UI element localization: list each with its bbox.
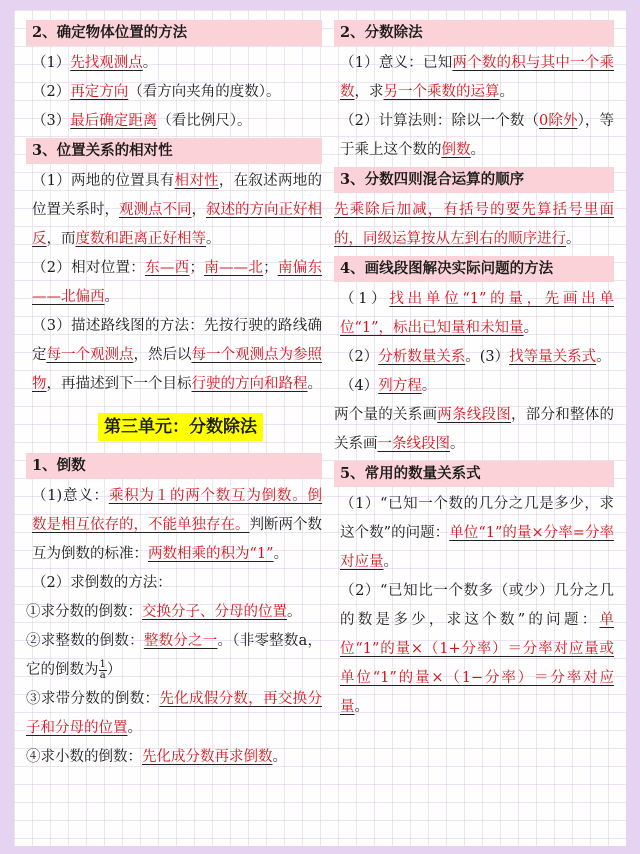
text: 。 [272, 749, 287, 765]
key-phrase: 相对性 [174, 173, 219, 189]
right-column [334, 18, 614, 722]
key-phrase: 两个数的积与其中一个乘数 [340, 55, 614, 100]
key-phrase: 东—西 [145, 260, 190, 276]
text: （2） [340, 349, 379, 365]
list-item [26, 78, 322, 107]
text: 。 [206, 231, 221, 247]
key-phrase: 两数相乘的积为“1” [148, 546, 274, 562]
text: （1） [340, 291, 390, 307]
key-phrase: 先化成分数再求倒数 [142, 749, 273, 765]
text: （3）描述路线图的方法：先按行驶的路线确定 [32, 318, 322, 363]
method-item [26, 598, 322, 627]
text: 。 [383, 554, 398, 570]
text: 。（非零整数a，它的倒数为 [26, 633, 323, 678]
paragraph [334, 577, 614, 722]
text: ，求 [354, 84, 384, 100]
list-item [26, 49, 322, 78]
key-phrase: 整数分之一 [143, 633, 218, 649]
key-phrase: 两条线段图 [437, 407, 511, 423]
key-phrase: 南偏东——北偏西 [32, 260, 323, 305]
key-phrase: 再定方向 [70, 84, 129, 100]
paragraph [334, 490, 614, 577]
text: （1）意义：已知 [340, 55, 453, 71]
text: 。 [566, 231, 581, 247]
text: ，然后以 [133, 347, 192, 363]
text: ； [189, 260, 204, 276]
paragraph [334, 401, 614, 459]
denominator: a [99, 669, 106, 681]
key-phrase: 先乘除后加减，有括号的要先算括号里面的，同级运算按从左到右的顺序进行 [334, 202, 614, 247]
text: 。 [287, 604, 302, 620]
text: （1）“已知一个数的几分之几是多少，求这个数”的问题： [340, 496, 614, 541]
key-phrase: 交换分子、分母的位置 [142, 604, 287, 620]
paragraph [334, 343, 614, 372]
text: ，再描述到下一个目标 [46, 376, 192, 392]
section-heading: 1、倒数 [26, 453, 322, 479]
key-phrase: 找出单位“1”的量，先画出单位“1”，标出已知量和未知量 [340, 291, 614, 336]
key-phrase: 观测点不同 [119, 202, 192, 218]
text: 。 [499, 84, 514, 100]
note-page [14, 10, 626, 846]
item-prefix: （2） [32, 84, 71, 100]
section-heading: 4、画线段图解决实际问题的方法 [334, 256, 614, 282]
section-heading: 5、常用的数量关系式 [334, 461, 614, 487]
paragraph [334, 49, 614, 107]
key-phrase: 先化成假分数，再交换分子和分母的位置 [26, 691, 323, 736]
item-suffix: （看方向夹角的度数）。 [128, 84, 281, 100]
key-phrase: 先找观测点 [70, 55, 143, 71]
text: 判断两个数互为倒数的标准： [32, 517, 322, 562]
text: ，在叙述两地的位置关系时， [32, 173, 323, 218]
list-item [26, 107, 322, 136]
text: 。 [127, 720, 142, 736]
text: 。 [421, 378, 437, 394]
paragraph [26, 167, 322, 254]
text: ，部分和整体的关系画 [334, 407, 614, 452]
key-phrase: 0除外 [539, 113, 578, 129]
method-item [26, 685, 322, 743]
numerator: 1 [99, 658, 106, 670]
text: ③求带分数的倒数： [26, 691, 160, 707]
key-phrase: 找等量关系式 [509, 349, 597, 365]
text: 。 [307, 376, 322, 392]
text: 。(3） [465, 349, 510, 365]
paragraph [26, 482, 322, 569]
key-phrase: 最后确定距离 [70, 113, 158, 129]
text: 。 [523, 320, 539, 336]
key-phrase: 列方程 [378, 378, 422, 394]
text: （2）“已知比一个数多（或少）几分之几的数是多少，求这个数”的问题： [340, 583, 614, 628]
key-phrase: 每一个观测点 [46, 347, 134, 363]
text: （1)意义： [32, 488, 109, 504]
section-heading: 3、位置关系的相对性 [26, 138, 322, 164]
text: 。 [273, 546, 289, 562]
item-prefix: （3） [32, 113, 71, 129]
text: （4） [340, 378, 379, 394]
text: （2）相对位置： [32, 260, 146, 276]
paragraph [334, 196, 614, 254]
method-item [26, 743, 322, 772]
text: （2）计算法则：除以一个数（ [340, 113, 540, 129]
text: 。 [450, 436, 465, 452]
left-column [26, 18, 322, 772]
key-phrase: 行驶的方向和路程 [191, 376, 308, 392]
text: 。 [354, 699, 369, 715]
key-phrase: 南——北 [203, 260, 264, 276]
section-heading: 2、确定物体位置的方法 [26, 20, 322, 46]
unit-title: 第三单元：分数除法 [98, 413, 263, 441]
key-phrase: 单位“1”的量×（1+分率）＝分率对应量或单位“1”的量×（1−分率）＝分率对应量 [340, 612, 614, 715]
paragraph: （2）求倒数的方法： [32, 575, 172, 591]
key-phrase: 单位“1”的量×分率=分率对应量 [340, 525, 614, 570]
text: 。 [596, 349, 611, 365]
method-item [26, 627, 322, 685]
key-phrase: 每一个观测点为参照物 [32, 347, 322, 392]
item-prefix: （1） [32, 55, 71, 71]
paragraph [26, 254, 322, 312]
text: ②求整数的倒数： [26, 633, 144, 649]
key-phrase: 度数和距离正好相等 [75, 231, 206, 247]
text: 。 [470, 142, 485, 158]
section-heading: 3、分数四则混合运算的顺序 [334, 167, 614, 193]
text: ； [263, 260, 278, 276]
paragraph [26, 312, 322, 399]
text: ①求分数的倒数： [26, 604, 142, 620]
paragraph [334, 372, 614, 401]
key-phrase: 分析数量关系 [378, 349, 466, 365]
text: ④求小数的倒数： [26, 749, 142, 765]
key-phrase: 乘积为１的两个数互为倒数。倒数是相互依存的，不能单独存在。 [32, 488, 323, 533]
text: ，而 [46, 231, 76, 247]
paragraph [334, 285, 614, 343]
key-phrase: 一条线段图 [377, 436, 450, 452]
section-heading: 2、分数除法 [334, 20, 614, 46]
text: ， [191, 202, 206, 218]
text: 两个量的关系画 [334, 407, 438, 423]
key-phrase: 倒数 [441, 142, 471, 158]
fraction [99, 660, 107, 681]
item-suffix: （看比例尺）。 [157, 113, 252, 129]
key-phrase: 叙述的方向正好相反 [32, 202, 322, 247]
text: ） [106, 662, 122, 678]
key-phrase: 另一个乘数的运算 [383, 84, 500, 100]
text: （1）两地的位置具有 [32, 173, 175, 189]
paragraph [334, 107, 614, 165]
text: 。 [104, 289, 119, 305]
text: ），等于乘上这个数的 [340, 113, 614, 158]
item-suffix: 。 [142, 55, 158, 71]
